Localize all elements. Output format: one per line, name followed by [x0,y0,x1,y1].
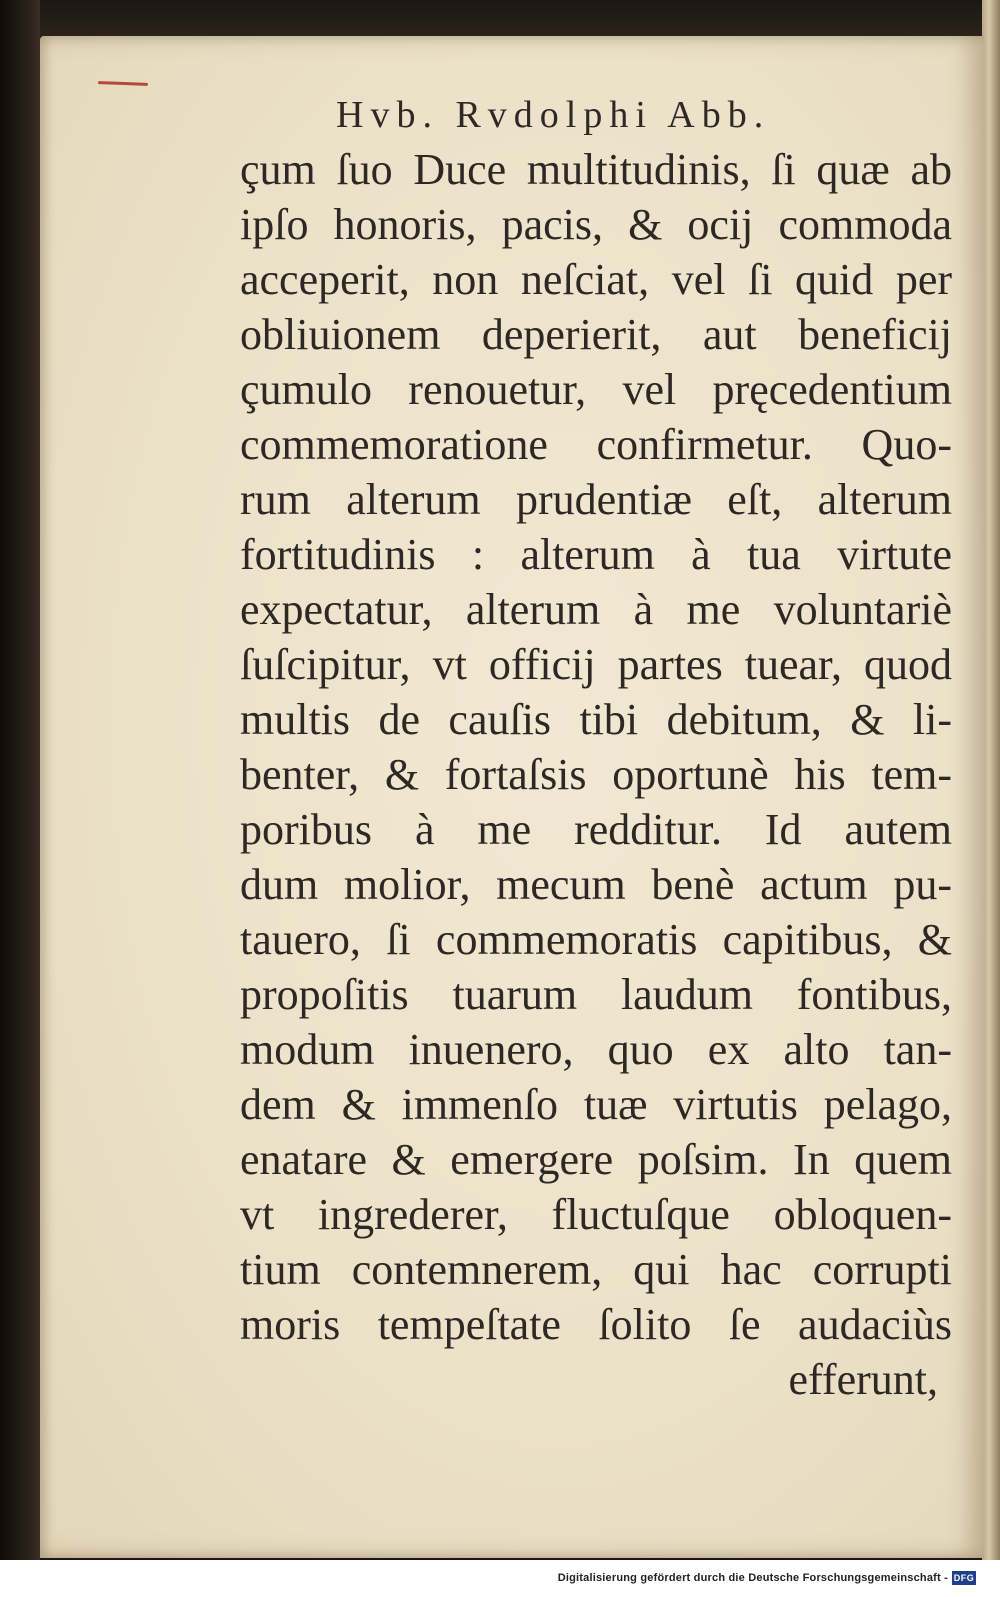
text-line: propoſitis tuarum laudum fontibus, [240,970,952,1019]
text-line: dum molior, mecum benè actum pu- [240,860,952,909]
text-line: poribus à me redditur. Id autem [240,805,952,854]
red-pen-mark [98,81,148,86]
dfg-logo-icon: DFG [953,1573,975,1583]
page-text-block [240,88,952,1407]
text-line: obliuionem deperierit, aut beneficij [240,310,952,359]
text-line: multis de cauſis tibi debitum, & li- [240,695,952,744]
text-line: tauero, ſi commemoratis capitibus, & [240,915,952,964]
text-line: ipſo honoris, pacis, & ocij commoda [240,200,952,249]
text-line: dem & immenſo tuæ virtutis pelago, [240,1080,952,1129]
text-line: çum ſuo Duce multitudinis, ſi quæ ab [240,145,952,194]
body-text [240,142,952,1352]
text-line: tium contemnerem, qui hac corrupti [240,1245,952,1294]
text-line: rum alterum prudentiæ eſt, alterum [240,475,952,524]
digitization-footer [0,1560,1000,1597]
catchword: efferunt, [788,1355,938,1404]
scan-top-border [40,0,984,36]
text-line: acceperit, non neſciat, vel ſi quid per [240,255,952,304]
page-right-edge [982,0,1000,1560]
running-head: Hvb. Rvdolphi Abb. [336,94,771,136]
text-line: benter, & fortaſsis oportunè his tem- [240,750,952,799]
text-line: fortitudinis : alterum à tua virtute [240,530,952,579]
text-line: moris tempeſtate ſolito ſe audaciùs [240,1300,952,1349]
text-line: commemoratione confirmetur. Quo- [240,420,952,469]
text-line: expectatur, alterum à me voluntariè [240,585,952,634]
text-line: modum inuenero, quo ex alto tan- [240,1025,952,1074]
text-line: vt ingrederer, fluctuſque obloquen- [240,1190,952,1239]
text-line: çumulo renouetur, vel pręcedentium [240,365,952,414]
text-line: enatare & emergere poſsim. In quem [240,1135,952,1184]
text-line: ſuſcipitur, vt officij partes tuear, quod [240,640,952,689]
funding-credit: Digitalisierung gefördert durch die Deutsche Forschungsgemeinschaft - [557,1572,948,1584]
scan-left-border [0,0,40,1560]
